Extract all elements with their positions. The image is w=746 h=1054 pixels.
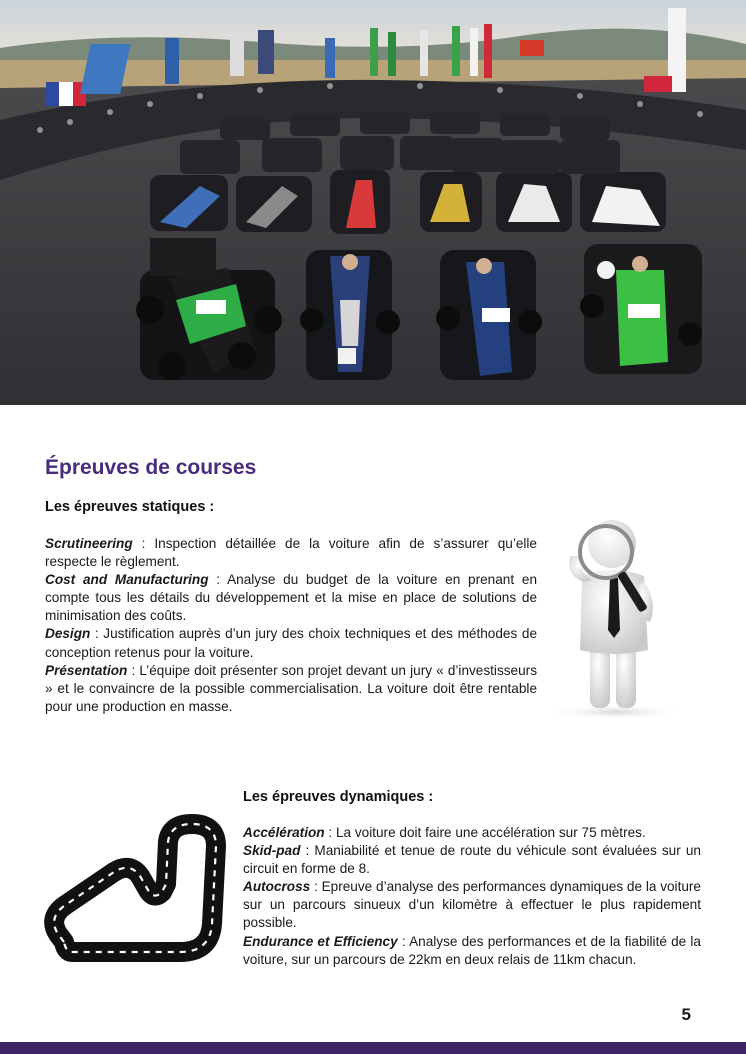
event-term: Autocross	[243, 879, 311, 895]
event-description: : Inspection détaillée de la voiture afin de s’assurer qu’elle respecte le règlement.	[45, 536, 537, 570]
list-item	[45, 571, 537, 625]
dynamic-events-list	[243, 824, 701, 969]
event-term: Présentation	[45, 662, 128, 678]
race-track-icon	[44, 814, 229, 964]
event-term: Skid-pad	[243, 843, 301, 859]
event-term: Endurance et Efficiency	[243, 933, 398, 949]
event-description: : Analyse du budget de la voiture en prenant en compte tous les détails du développement et la mise en place de solutions de minimisation des coûts.	[45, 572, 537, 624]
magnifying-glass-figure-icon	[540, 512, 690, 722]
event-description: : La voiture doit faire une accélération sur 75 mètres.	[324, 825, 646, 840]
event-description: : Analyse des performances et de la fiabilité de la voiture, sur un parcours de 22km en deux relais de 11km chacun.	[243, 933, 701, 967]
team-photo	[0, 0, 746, 405]
dynamic-events-heading: Les épreuves dynamiques :	[243, 789, 434, 805]
list-item	[243, 842, 701, 878]
page-number: 5	[681, 1005, 691, 1024]
page-title: Épreuves de courses	[45, 456, 257, 479]
list-item	[243, 933, 701, 969]
event-term: Design	[45, 626, 91, 642]
event-description: : Epreuve d’analyse des performances dynamiques de la voiture sur un parcours sinueux d’un kilomètre à effectuer le plus rapidement possible.	[243, 879, 701, 931]
event-term: Scrutineering	[45, 536, 133, 551]
static-events-heading: Les épreuves statiques :	[45, 499, 215, 515]
static-events-list	[45, 535, 537, 716]
list-item	[45, 662, 537, 716]
event-description: : Justification auprès d’un jury des choix techniques et des méthodes de conception retenus pour la voiture.	[45, 626, 537, 660]
event-term: Cost and Manufacturing	[45, 572, 209, 588]
list-item	[243, 878, 701, 932]
footer-band	[0, 1042, 746, 1054]
event-term: Accélération	[243, 825, 325, 840]
event-description: : L’équipe doit présenter son projet devant un jury « d’investisseurs » et le convaincre de la possible commercialisation. La voiture doit être rentable pour une production en masse.	[45, 662, 537, 714]
list-item	[45, 625, 537, 661]
formula-student-team-photo-icon	[0, 0, 746, 405]
event-description: : Maniabilité et tenue de route du véhicule sont évaluées sur un circuit en forme de 8.	[243, 843, 701, 877]
list-item	[243, 824, 701, 842]
list-item	[45, 535, 537, 571]
inspector-figure	[540, 512, 690, 722]
race-track	[44, 814, 229, 964]
